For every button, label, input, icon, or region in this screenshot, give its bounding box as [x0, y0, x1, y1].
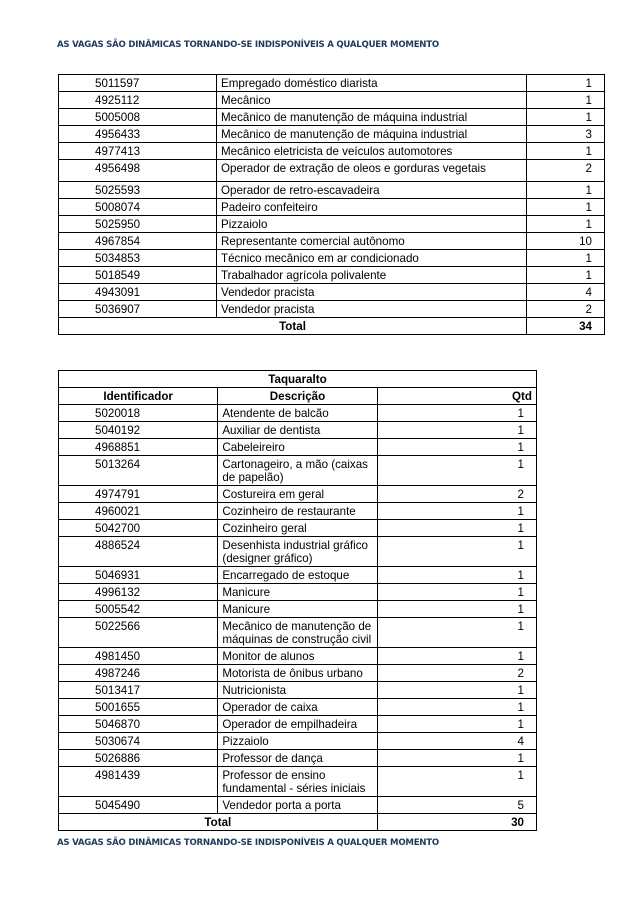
cell-identificador: 5025593 [59, 182, 217, 199]
cell-identificador: 4996132 [59, 584, 218, 601]
cell-identificador: 5026886 [59, 750, 218, 767]
table-row [59, 109, 605, 126]
cell-identificador: 4943091 [59, 284, 217, 301]
table-row [59, 584, 537, 601]
cell-descricao: Mecânico de manutenção de máquina industrial [217, 109, 527, 126]
total-label: Total [59, 318, 527, 335]
cell-identificador: 5046870 [59, 716, 218, 733]
table-header-row [59, 388, 537, 405]
total-row [59, 318, 605, 335]
table-row [59, 750, 537, 767]
table-row [59, 160, 605, 182]
cell-descricao: Empregado doméstico diarista [217, 75, 527, 92]
cell-descricao: Cabeleireiro [218, 439, 377, 456]
cell-identificador: 5008074 [59, 199, 217, 216]
table-row [59, 601, 537, 618]
table-row [59, 456, 537, 486]
cell-identificador: 4977413 [59, 143, 217, 160]
cell-identificador: 4974791 [59, 486, 218, 503]
cell-qtd: 1 [377, 567, 536, 584]
vacancies-table-taquaralto-body [59, 371, 537, 831]
table-row [59, 199, 605, 216]
cell-qtd: 1 [527, 143, 605, 160]
table-row [59, 537, 537, 567]
vacancies-table-1 [58, 74, 605, 335]
cell-descricao: Representante comercial autônomo [217, 233, 527, 250]
cell-identificador: 4981439 [59, 767, 218, 797]
total-label: Total [59, 814, 378, 831]
page-header: AS VAGAS SÃO DINÂMICAS TORNANDO-SE INDISPONÍVEIS A QUALQUER MOMENTO [57, 40, 439, 50]
cell-identificador: 5040192 [59, 422, 218, 439]
cell-qtd: 1 [527, 109, 605, 126]
total-value: 30 [377, 814, 536, 831]
cell-descricao: Pizzaiolo [218, 733, 377, 750]
table-row [59, 648, 537, 665]
table-title-row [59, 371, 537, 388]
cell-qtd: 1 [377, 601, 536, 618]
cell-qtd: 1 [377, 648, 536, 665]
table-row [59, 439, 537, 456]
cell-descricao: Nutricionista [218, 682, 377, 699]
cell-qtd: 1 [527, 75, 605, 92]
cell-qtd: 1 [377, 405, 536, 422]
cell-qtd: 1 [377, 537, 536, 567]
table-row [59, 267, 605, 284]
cell-qtd: 1 [377, 767, 536, 797]
cell-identificador: 5005542 [59, 601, 218, 618]
cell-identificador: 5036907 [59, 301, 217, 318]
cell-descricao: Professor de dança [218, 750, 377, 767]
table-row [59, 618, 537, 648]
cell-qtd: 1 [377, 503, 536, 520]
page-footer: AS VAGAS SÃO DINÂMICAS TORNANDO-SE INDISPONÍVEIS A QUALQUER MOMENTO [57, 838, 439, 848]
cell-qtd: 5 [377, 797, 536, 814]
cell-identificador: 5011597 [59, 75, 217, 92]
cell-qtd: 4 [377, 733, 536, 750]
cell-qtd: 1 [527, 250, 605, 267]
table-row [59, 126, 605, 143]
table-row [59, 503, 537, 520]
cell-qtd: 1 [377, 750, 536, 767]
cell-descricao: Técnico mecânico em ar condicionado [217, 250, 527, 267]
table-row [59, 520, 537, 537]
cell-identificador: 4987246 [59, 665, 218, 682]
cell-descricao: Cartonageiro, a mão (caixas de papelão) [218, 456, 377, 486]
cell-descricao: Costureira em geral [218, 486, 377, 503]
cell-identificador: 5030674 [59, 733, 218, 750]
cell-identificador: 5025950 [59, 216, 217, 233]
cell-qtd: 2 [377, 665, 536, 682]
table-row [59, 767, 537, 797]
total-value: 34 [527, 318, 605, 335]
cell-identificador: 5005008 [59, 109, 217, 126]
cell-qtd: 1 [377, 618, 536, 648]
cell-identificador: 5020018 [59, 405, 218, 422]
cell-qtd: 2 [527, 301, 605, 318]
cell-qtd: 1 [527, 92, 605, 109]
cell-qtd: 1 [377, 716, 536, 733]
cell-identificador: 4925112 [59, 92, 217, 109]
cell-qtd: 1 [377, 584, 536, 601]
cell-qtd: 1 [527, 267, 605, 284]
cell-identificador: 4981450 [59, 648, 218, 665]
vacancies-table-1-body [59, 75, 605, 335]
cell-descricao: Operador de retro-escavadeira [217, 182, 527, 199]
table-row [59, 665, 537, 682]
table-row [59, 797, 537, 814]
cell-descricao: Vendedor porta a porta [218, 797, 377, 814]
cell-qtd: 4 [527, 284, 605, 301]
cell-descricao: Mecânico de manutenção de máquinas de construção civil [218, 618, 377, 648]
cell-identificador: 4967854 [59, 233, 217, 250]
cell-descricao: Operador de caixa [218, 699, 377, 716]
cell-descricao: Encarregado de estoque [218, 567, 377, 584]
table-row [59, 716, 537, 733]
cell-identificador: 5013417 [59, 682, 218, 699]
cell-identificador: 5042700 [59, 520, 218, 537]
table-row [59, 733, 537, 750]
cell-descricao: Operador de empilhadeira [218, 716, 377, 733]
column-header-qtd: Qtd [377, 388, 536, 405]
table-title: Taquaralto [59, 371, 537, 388]
table-row [59, 92, 605, 109]
cell-descricao: Pizzaiolo [217, 216, 527, 233]
cell-qtd: 1 [377, 520, 536, 537]
cell-descricao: Trabalhador agrícola polivalente [217, 267, 527, 284]
cell-descricao: Cozinheiro geral [218, 520, 377, 537]
cell-descricao: Manicure [218, 601, 377, 618]
cell-identificador: 5022566 [59, 618, 218, 648]
cell-descricao: Auxiliar de dentista [218, 422, 377, 439]
cell-qtd: 1 [527, 199, 605, 216]
cell-identificador: 5045490 [59, 797, 218, 814]
cell-qtd: 2 [377, 486, 536, 503]
table-row [59, 682, 537, 699]
table-row [59, 301, 605, 318]
cell-identificador: 5018549 [59, 267, 217, 284]
table-row [59, 567, 537, 584]
column-header-identificador: Identificador [59, 388, 218, 405]
table-row [59, 233, 605, 250]
cell-qtd: 1 [377, 699, 536, 716]
column-header-descricao: Descrição [218, 388, 377, 405]
cell-qtd: 2 [527, 160, 605, 182]
cell-descricao: Motorista de ônibus urbano [218, 665, 377, 682]
cell-identificador: 5013264 [59, 456, 218, 486]
cell-descricao: Vendedor pracista [217, 284, 527, 301]
cell-identificador: 4956498 [59, 160, 217, 182]
total-row [59, 814, 537, 831]
cell-identificador: 4886524 [59, 537, 218, 567]
table-row [59, 422, 537, 439]
cell-qtd: 10 [527, 233, 605, 250]
cell-descricao: Padeiro confeiteiro [217, 199, 527, 216]
table-row [59, 182, 605, 199]
cell-identificador: 4956433 [59, 126, 217, 143]
cell-identificador: 5046931 [59, 567, 218, 584]
table-row [59, 486, 537, 503]
cell-qtd: 1 [377, 682, 536, 699]
cell-descricao: Operador de extração de oleos e gorduras vegetais [217, 160, 527, 182]
cell-descricao: Cozinheiro de restaurante [218, 503, 377, 520]
cell-identificador: 4960021 [59, 503, 218, 520]
vacancies-table-taquaralto [58, 370, 537, 831]
table-row [59, 216, 605, 233]
cell-qtd: 1 [377, 422, 536, 439]
table-row [59, 405, 537, 422]
cell-descricao: Professor de ensino fundamental - séries iniciais [218, 767, 377, 797]
cell-qtd: 1 [377, 439, 536, 456]
cell-descricao: Desenhista industrial gráfico (designer gráfico) [218, 537, 377, 567]
table-row [59, 250, 605, 267]
table-row [59, 699, 537, 716]
cell-qtd: 1 [527, 182, 605, 199]
cell-descricao: Mecânico de manutenção de máquina industrial [217, 126, 527, 143]
cell-qtd: 1 [377, 456, 536, 486]
cell-descricao: Atendente de balcão [218, 405, 377, 422]
cell-identificador: 5034853 [59, 250, 217, 267]
cell-qtd: 3 [527, 126, 605, 143]
cell-identificador: 4968851 [59, 439, 218, 456]
cell-qtd: 1 [527, 216, 605, 233]
cell-identificador: 5001655 [59, 699, 218, 716]
cell-descricao: Manicure [218, 584, 377, 601]
cell-descricao: Mecânico eletricista de veículos automotores [217, 143, 527, 160]
table-row [59, 284, 605, 301]
cell-descricao: Vendedor pracista [217, 301, 527, 318]
cell-descricao: Monitor de alunos [218, 648, 377, 665]
cell-descricao: Mecânico [217, 92, 527, 109]
table-row [59, 143, 605, 160]
table-row [59, 75, 605, 92]
